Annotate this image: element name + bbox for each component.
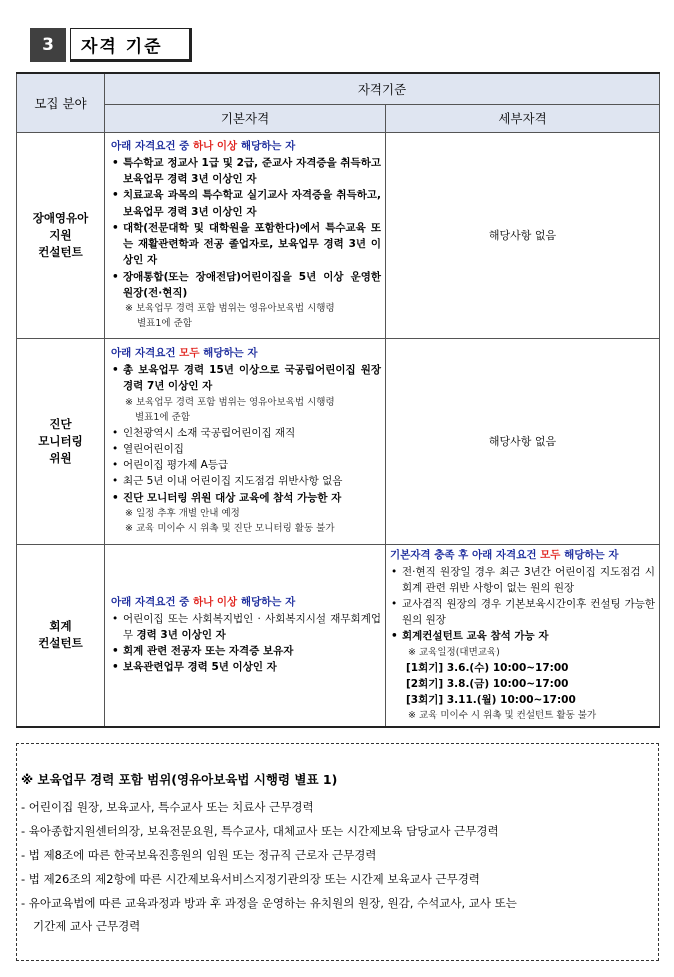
criteria-list <box>111 611 381 676</box>
table-row <box>17 132 660 338</box>
criteria-intro <box>111 139 381 154</box>
intro-text: 해당하는 자 <box>199 347 258 360</box>
list-item: • 교사겸직 원장의 경우 기본보육시간이후 컨설팅 가능한 원의 원장 <box>390 596 655 628</box>
table-row <box>17 338 660 544</box>
career-scope-notebox <box>16 743 659 961</box>
list-item: • 전·현직 원장일 경우 최근 3년간 어린이집 지도점검 시 회계 관련 위반 사항이 없는 원의 원장 <box>390 564 655 596</box>
detail-cell: 해당사항 없음 <box>386 338 660 544</box>
field-cell <box>17 338 105 544</box>
list-item: • 열린어린이집 <box>111 441 381 457</box>
list-item <box>111 490 381 536</box>
intro-text: 해당하는 자 <box>560 548 619 561</box>
field-line: 진단 <box>49 416 72 431</box>
notebox-line: 기간제 교사 근무경력 <box>33 919 141 933</box>
list-item <box>111 611 381 643</box>
list-item <box>111 362 381 424</box>
qualification-table <box>16 72 660 728</box>
section-header <box>30 28 192 62</box>
intro-emphasis: 하나 이상 <box>192 140 238 153</box>
list-item-text: 회계컨설턴트 교육 참석 가능 자 <box>402 630 549 643</box>
note-text: ※ 보육업무 경력 포함 범위는 영유아보육법 시행령 <box>125 302 335 314</box>
section-number: 3 <box>30 28 66 62</box>
criteria-intro <box>390 548 655 563</box>
list-item-text: 총 보육업무 경력 15년 이상으로 국공립어린이집 원장 경력 7년 이상인 자 <box>123 364 381 393</box>
notebox-title: ※ 보육업무 경력 포함 범위(영유아보육법 시행령 별표 1) <box>21 772 338 787</box>
list-item: • 장애통합(또는 장애전담)어린이집을 5년 이상 운영한 원장(전·현직) <box>111 269 381 301</box>
field-line: 지원 <box>49 227 72 242</box>
header-basic: 기본자격 <box>105 104 386 132</box>
field-line: 컨설턴트 <box>38 636 83 650</box>
field-line: 모니터링 <box>38 433 83 448</box>
header-field: 모집 분야 <box>17 73 105 132</box>
intro-text: 기본자격 충족 후 아래 자격요건 <box>390 548 541 561</box>
field-line: 컨설턴트 <box>38 244 83 259</box>
criteria-list <box>111 155 381 301</box>
schedule-item: [1회기] 3.6.(수) 10:00~17:00 <box>406 661 569 674</box>
schedule-item: [2회기] 3.8.(금) 10:00~17:00 <box>406 677 569 690</box>
notebox-line: - 유아교육법에 따른 교육과정과 방과 후 과정을 운영하는 유치원의 원장, 원감, 수석교사, 교사 또는 <box>21 896 517 910</box>
list-item: • 회계 관련 전공자 또는 자격증 보유자 <box>111 643 381 659</box>
list-item-text: 경력 3년 이상인 자 <box>136 628 226 641</box>
list-item: • 어린이집 평가제 A등급 <box>111 457 381 473</box>
intro-text: 아래 자격요건 중 <box>111 140 193 153</box>
notebox-line: - 법 제26조의 제2항에 따른 시간제보육서비스지정기관의장 또는 시간제 보육교사 근무경력 <box>21 872 480 886</box>
header-criteria: 자격기준 <box>105 73 660 104</box>
list-item: • 치료교육 과목의 특수학교 실기교사 자격증을 취득하고, 보육업무 경력 3년 이상인 자 <box>111 187 381 219</box>
intro-text: 아래 자격요건 <box>111 347 180 360</box>
basic-cell <box>105 544 386 727</box>
field-cell <box>17 132 105 338</box>
list-item: • 대학(전문대학 및 대학원을 포함한다)에서 특수교육 또는 재활관련학과 전공 졸업자로, 보육업무 경력 3년 이상인 자 <box>111 220 381 269</box>
field-cell <box>17 544 105 727</box>
header-detail: 세부자격 <box>386 104 660 132</box>
criteria-list <box>111 362 381 535</box>
intro-emphasis: 하나 이상 <box>192 595 238 608</box>
note-text: 별표1에 준함 <box>137 317 192 329</box>
criteria-intro <box>111 346 381 361</box>
list-item-text: 어린이집 또는 사회복지법인 · 사회복지시설 재무회계업무 <box>123 612 381 641</box>
criteria-list <box>390 564 655 645</box>
basic-cell <box>105 132 386 338</box>
note-text: ※ 일정 추후 개별 안내 예정 <box>125 507 240 519</box>
section-title: 자격 기준 <box>70 28 192 62</box>
list-item: • 특수학교 정교사 1급 및 2급, 준교사 자격증을 취득하고 보육업무 경력 3년 이상인 자 <box>111 155 381 187</box>
field-line: 장애영유아 <box>32 210 89 225</box>
intro-text: 해당하는 자 <box>237 140 296 153</box>
schedule-item: [3회기] 3.11.(월) 10:00~17:00 <box>406 693 576 706</box>
note-text: ※ 교육 미이수 시 위촉 및 진단 모니터링 활동 불가 <box>125 522 335 534</box>
intro-emphasis: 모두 <box>179 347 200 360</box>
field-line: 위원 <box>49 450 72 465</box>
note-text: ※ 교육 미이수 시 위촉 및 컨설턴트 활동 불가 <box>408 709 597 721</box>
detail-cell <box>386 544 660 727</box>
field-line: 회계 <box>49 619 72 633</box>
criteria-intro <box>111 595 381 610</box>
notebox-line: - 법 제8조에 따른 한국보육진흥원의 임원 또는 정규직 근로자 근무경력 <box>21 848 377 862</box>
table-row <box>17 544 660 727</box>
note-text: 별표1에 준함 <box>135 411 190 423</box>
notebox-line: - 어린이집 원장, 보육교사, 특수교사 또는 치료사 근무경력 <box>21 800 314 814</box>
note-text: ※ 교육일정(대면교육) <box>408 646 500 658</box>
basic-cell <box>105 338 386 544</box>
list-item: • 최근 5년 이내 어린이집 지도점검 위반사항 없음 <box>111 473 381 489</box>
list-item-text: 진단 모니터링 위원 대상 교육에 참석 가능한 자 <box>123 491 342 504</box>
notebox-line: - 육아종합지원센터의장, 보육전문요원, 특수교사, 대체교사 또는 시간제보육 담당교사 근무경력 <box>21 824 499 838</box>
note-text: ※ 보육업무 경력 포함 범위는 영유아보육법 시행령 <box>125 396 335 408</box>
list-item: • 인천광역시 소재 국공립어린이집 재직 <box>111 425 381 441</box>
list-item: • 보육관련업무 경력 5년 이상인 자 <box>111 659 381 675</box>
intro-text: 해당하는 자 <box>237 595 296 608</box>
intro-text: 아래 자격요건 중 <box>111 595 193 608</box>
list-item <box>390 628 655 644</box>
detail-cell: 해당사항 없음 <box>386 132 660 338</box>
intro-emphasis: 모두 <box>540 548 561 561</box>
